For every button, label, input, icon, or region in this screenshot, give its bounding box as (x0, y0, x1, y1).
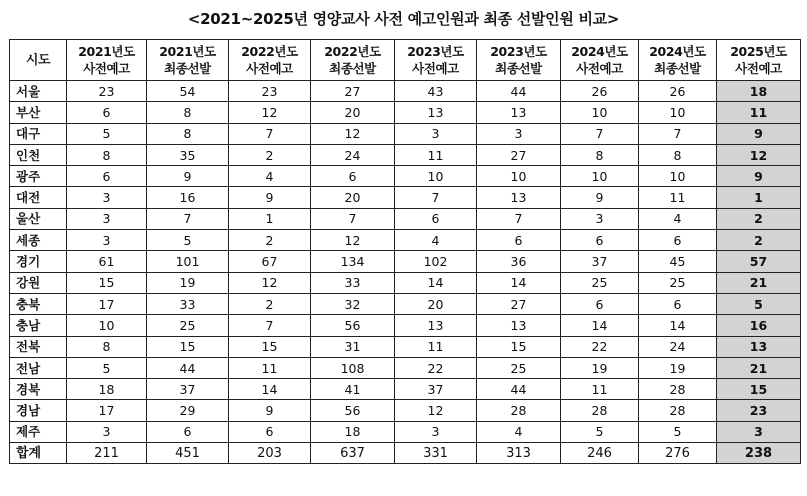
value-cell: 8 (67, 144, 147, 165)
value-cell-2025: 16 (717, 315, 801, 336)
value-cell: 4 (229, 166, 311, 187)
value-cell: 10 (561, 102, 639, 123)
value-cell-2025: 13 (717, 336, 801, 357)
value-cell: 25 (639, 272, 717, 293)
header-line1: 2025년도 (730, 44, 787, 59)
value-cell: 9 (147, 166, 229, 187)
value-cell: 20 (311, 187, 395, 208)
value-cell: 6 (229, 421, 311, 442)
value-cell: 6 (561, 230, 639, 251)
table-row (10, 81, 801, 102)
header-line1: 2024년도 (571, 44, 628, 59)
value-cell: 11 (395, 336, 477, 357)
value-cell: 101 (147, 251, 229, 272)
region-cell: 인천 (10, 144, 67, 165)
header-line2: 사전예고 (246, 61, 293, 76)
value-cell: 10 (561, 166, 639, 187)
value-cell-2025: 18 (717, 81, 801, 102)
value-cell: 19 (147, 272, 229, 293)
value-cell: 10 (639, 166, 717, 187)
value-cell: 7 (639, 123, 717, 144)
value-cell-2025: 2 (717, 230, 801, 251)
value-cell: 134 (311, 251, 395, 272)
value-cell-2025: 15 (717, 379, 801, 400)
value-cell: 6 (395, 208, 477, 229)
column-header (477, 40, 561, 81)
value-cell: 8 (147, 123, 229, 144)
value-cell: 27 (477, 144, 561, 165)
value-cell: 11 (229, 357, 311, 378)
value-cell: 17 (67, 400, 147, 421)
value-cell: 8 (639, 144, 717, 165)
value-cell: 3 (561, 208, 639, 229)
value-cell: 5 (561, 421, 639, 442)
value-cell: 20 (311, 102, 395, 123)
header-line2: 사전예고 (83, 61, 130, 76)
value-cell: 61 (67, 251, 147, 272)
header-line1: 시도 (25, 52, 51, 68)
value-cell: 15 (229, 336, 311, 357)
value-cell: 26 (639, 81, 717, 102)
value-cell: 37 (561, 251, 639, 272)
value-cell: 6 (67, 166, 147, 187)
value-cell: 6 (477, 230, 561, 251)
value-cell: 276 (639, 443, 717, 464)
value-cell: 23 (67, 81, 147, 102)
value-cell: 13 (477, 102, 561, 123)
table-row (10, 421, 801, 442)
value-cell: 7 (311, 208, 395, 229)
value-cell: 28 (561, 400, 639, 421)
table-row (10, 208, 801, 229)
value-cell: 18 (311, 421, 395, 442)
header-row (10, 40, 801, 81)
header-line2: 최종선발 (495, 61, 542, 76)
value-cell: 203 (229, 443, 311, 464)
value-cell: 3 (67, 421, 147, 442)
value-cell: 3 (67, 187, 147, 208)
value-cell: 37 (395, 379, 477, 400)
value-cell: 14 (639, 315, 717, 336)
header-line2: 최종선발 (164, 61, 211, 76)
value-cell: 17 (67, 293, 147, 314)
value-cell: 7 (395, 187, 477, 208)
header-line1: 2022년도 (241, 44, 298, 59)
column-header (639, 40, 717, 81)
value-cell: 10 (67, 315, 147, 336)
region-cell: 경남 (10, 400, 67, 421)
value-cell: 33 (147, 293, 229, 314)
value-cell: 5 (639, 421, 717, 442)
table-row (10, 187, 801, 208)
value-cell: 5 (67, 123, 147, 144)
value-cell: 11 (561, 379, 639, 400)
header-line1: 2021년도 (159, 44, 216, 59)
value-cell: 22 (395, 357, 477, 378)
value-cell: 14 (477, 272, 561, 293)
value-cell-2025: 23 (717, 400, 801, 421)
region-cell: 대전 (10, 187, 67, 208)
value-cell-2025: 11 (717, 102, 801, 123)
value-cell: 8 (67, 336, 147, 357)
header-line2: 사전예고 (412, 61, 459, 76)
column-header (561, 40, 639, 81)
value-cell: 10 (639, 102, 717, 123)
value-cell: 16 (147, 187, 229, 208)
header-line1: 2022년도 (324, 44, 381, 59)
value-cell: 331 (395, 443, 477, 464)
value-cell: 28 (639, 400, 717, 421)
value-cell: 5 (67, 357, 147, 378)
value-cell: 4 (477, 421, 561, 442)
value-cell: 637 (311, 443, 395, 464)
value-cell: 6 (147, 421, 229, 442)
value-cell-2025: 21 (717, 357, 801, 378)
value-cell: 13 (395, 102, 477, 123)
region-cell: 충남 (10, 315, 67, 336)
value-cell: 56 (311, 400, 395, 421)
value-cell: 13 (395, 315, 477, 336)
value-cell: 36 (477, 251, 561, 272)
table-row (10, 293, 801, 314)
value-cell: 24 (311, 144, 395, 165)
value-cell: 20 (395, 293, 477, 314)
total-row (10, 443, 801, 464)
value-cell: 44 (147, 357, 229, 378)
table-row (10, 379, 801, 400)
header-line2: 사전예고 (735, 61, 782, 76)
table-row (10, 166, 801, 187)
region-cell: 부산 (10, 102, 67, 123)
value-cell: 15 (67, 272, 147, 293)
value-cell: 10 (477, 166, 561, 187)
comparison-table (9, 39, 801, 464)
region-cell: 강원 (10, 272, 67, 293)
value-cell-2025: 3 (717, 421, 801, 442)
region-cell: 세종 (10, 230, 67, 251)
value-cell: 451 (147, 443, 229, 464)
region-cell: 전남 (10, 357, 67, 378)
value-cell: 13 (477, 315, 561, 336)
value-cell: 31 (311, 336, 395, 357)
column-header (717, 40, 801, 81)
value-cell: 7 (229, 315, 311, 336)
value-cell-2025: 238 (717, 443, 801, 464)
region-cell: 울산 (10, 208, 67, 229)
value-cell: 313 (477, 443, 561, 464)
value-cell-2025: 1 (717, 187, 801, 208)
region-cell: 합계 (10, 443, 67, 464)
table-body (10, 81, 801, 464)
value-cell-2025: 57 (717, 251, 801, 272)
value-cell: 108 (311, 357, 395, 378)
value-cell: 7 (561, 123, 639, 144)
value-cell: 25 (561, 272, 639, 293)
value-cell: 102 (395, 251, 477, 272)
value-cell: 25 (477, 357, 561, 378)
value-cell: 3 (477, 123, 561, 144)
value-cell: 2 (229, 144, 311, 165)
value-cell: 10 (395, 166, 477, 187)
value-cell: 8 (147, 102, 229, 123)
value-cell: 28 (477, 400, 561, 421)
value-cell: 18 (67, 379, 147, 400)
value-cell: 12 (229, 102, 311, 123)
region-cell: 전북 (10, 336, 67, 357)
region-cell: 충북 (10, 293, 67, 314)
value-cell: 41 (311, 379, 395, 400)
value-cell: 33 (311, 272, 395, 293)
value-cell: 246 (561, 443, 639, 464)
value-cell: 8 (561, 144, 639, 165)
value-cell: 5 (147, 230, 229, 251)
value-cell: 7 (229, 123, 311, 144)
value-cell-2025: 5 (717, 293, 801, 314)
value-cell: 9 (561, 187, 639, 208)
value-cell: 3 (67, 208, 147, 229)
value-cell: 19 (639, 357, 717, 378)
value-cell: 7 (147, 208, 229, 229)
region-cell: 대구 (10, 123, 67, 144)
value-cell: 211 (67, 443, 147, 464)
header-line2: 사전예고 (576, 61, 623, 76)
value-cell: 9 (229, 187, 311, 208)
value-cell: 44 (477, 379, 561, 400)
value-cell-2025: 12 (717, 144, 801, 165)
value-cell: 7 (477, 208, 561, 229)
value-cell-2025: 2 (717, 208, 801, 229)
table-row (10, 102, 801, 123)
value-cell: 1 (229, 208, 311, 229)
header-line2: 최종선발 (329, 61, 376, 76)
table-row (10, 336, 801, 357)
value-cell: 2 (229, 230, 311, 251)
value-cell: 6 (67, 102, 147, 123)
value-cell-2025: 9 (717, 166, 801, 187)
column-header (67, 40, 147, 81)
value-cell-2025: 21 (717, 272, 801, 293)
value-cell: 45 (639, 251, 717, 272)
value-cell: 3 (395, 123, 477, 144)
region-cell: 서울 (10, 81, 67, 102)
value-cell: 25 (147, 315, 229, 336)
value-cell: 67 (229, 251, 311, 272)
table-row (10, 272, 801, 293)
table-row (10, 400, 801, 421)
table-row (10, 251, 801, 272)
value-cell: 37 (147, 379, 229, 400)
value-cell: 28 (639, 379, 717, 400)
value-cell: 15 (477, 336, 561, 357)
value-cell: 4 (639, 208, 717, 229)
value-cell: 29 (147, 400, 229, 421)
table-row (10, 315, 801, 336)
table-row (10, 357, 801, 378)
value-cell: 32 (311, 293, 395, 314)
header-line2: 최종선발 (654, 61, 701, 76)
value-cell: 35 (147, 144, 229, 165)
column-header (395, 40, 477, 81)
value-cell: 22 (561, 336, 639, 357)
table-row (10, 144, 801, 165)
value-cell: 6 (639, 230, 717, 251)
column-header (147, 40, 229, 81)
column-header (229, 40, 311, 81)
value-cell: 26 (561, 81, 639, 102)
column-header (311, 40, 395, 81)
value-cell: 44 (477, 81, 561, 102)
value-cell: 19 (561, 357, 639, 378)
header-line1: 2021년도 (78, 44, 135, 59)
value-cell-2025: 9 (717, 123, 801, 144)
value-cell: 27 (311, 81, 395, 102)
value-cell: 12 (311, 230, 395, 251)
region-cell: 제주 (10, 421, 67, 442)
value-cell: 6 (311, 166, 395, 187)
table-row (10, 230, 801, 251)
header-line1: 2024년도 (649, 44, 706, 59)
value-cell: 12 (311, 123, 395, 144)
value-cell: 3 (395, 421, 477, 442)
value-cell: 43 (395, 81, 477, 102)
value-cell: 13 (477, 187, 561, 208)
value-cell: 11 (395, 144, 477, 165)
value-cell: 54 (147, 81, 229, 102)
column-header-region (10, 40, 67, 81)
value-cell: 3 (67, 230, 147, 251)
value-cell: 6 (639, 293, 717, 314)
region-cell: 경북 (10, 379, 67, 400)
table-row (10, 123, 801, 144)
value-cell: 2 (229, 293, 311, 314)
value-cell: 14 (561, 315, 639, 336)
value-cell: 23 (229, 81, 311, 102)
value-cell: 56 (311, 315, 395, 336)
region-cell: 경기 (10, 251, 67, 272)
value-cell: 4 (395, 230, 477, 251)
document-title: <2021~2025년 영양교사 사전 예고인원과 최종 선발인원 비교> (187, 10, 620, 28)
value-cell: 9 (229, 400, 311, 421)
value-cell: 12 (229, 272, 311, 293)
value-cell: 27 (477, 293, 561, 314)
value-cell: 24 (639, 336, 717, 357)
value-cell: 6 (561, 293, 639, 314)
value-cell: 14 (395, 272, 477, 293)
header-line1: 2023년도 (407, 44, 464, 59)
value-cell: 11 (639, 187, 717, 208)
header-line1: 2023년도 (490, 44, 547, 59)
value-cell: 14 (229, 379, 311, 400)
value-cell: 15 (147, 336, 229, 357)
value-cell: 12 (395, 400, 477, 421)
region-cell: 광주 (10, 166, 67, 187)
